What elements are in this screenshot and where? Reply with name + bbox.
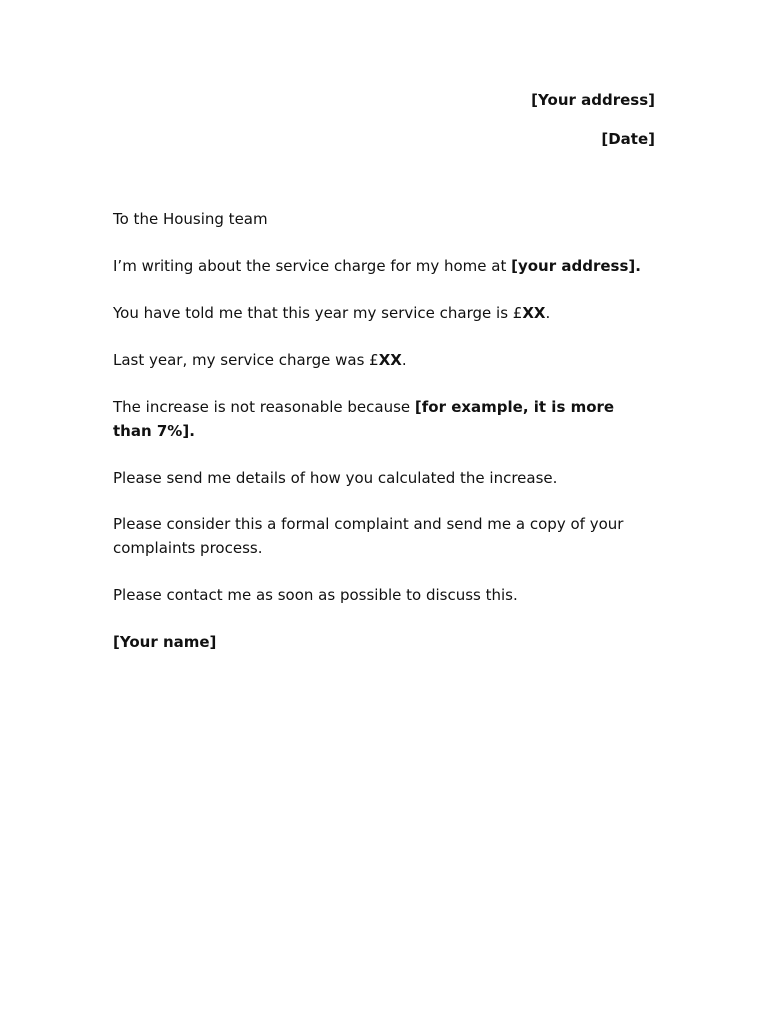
paragraph-contact-text: Please contact me as soon as possible to discuss this. [113,586,518,604]
paragraph-details-text: Please send me details of how you calculated the increase. [113,469,558,487]
paragraph-end: . [401,351,407,369]
paragraph-reason-text [113,395,655,443]
paragraph-home-address-text [113,254,655,278]
paragraph-reason [113,395,655,443]
paragraph-last-year-text [113,348,655,372]
salutation [113,207,655,231]
paragraph-end: . [545,304,551,322]
amount-placeholder: XX [522,304,546,322]
signature [113,630,655,654]
paragraph-formal-complaint [113,512,655,560]
paragraph-last-year-charge [113,348,655,372]
sender-address: [Your address] [531,91,655,109]
paragraph-contact-request [113,583,655,607]
amount-placeholder: XX [378,351,402,369]
paragraph-home-address [113,254,655,278]
paragraph-this-year-charge [113,301,655,325]
paragraph-this-year-text [113,301,655,325]
paragraph-complaint-text: Please consider this a formal complaint and send me a copy of your complaints process. [113,515,624,557]
reason-placeholder: [for example, it is more than 7%]. [113,398,615,440]
paragraph-details-request [113,466,655,490]
signature-name: [Your name] [113,633,217,651]
salutation-text: To the Housing team [113,210,268,228]
paragraph-text: You have told me that this year my service charge is £ [113,304,523,322]
letter-date: [Date] [601,130,655,148]
address-placeholder: [your address]. [511,257,641,275]
paragraph-text: The increase is not reasonable because [113,398,415,416]
paragraph-text: Last year, my service charge was £ [113,351,379,369]
paragraph-text: I’m writing about the service charge for my home at [113,257,512,275]
